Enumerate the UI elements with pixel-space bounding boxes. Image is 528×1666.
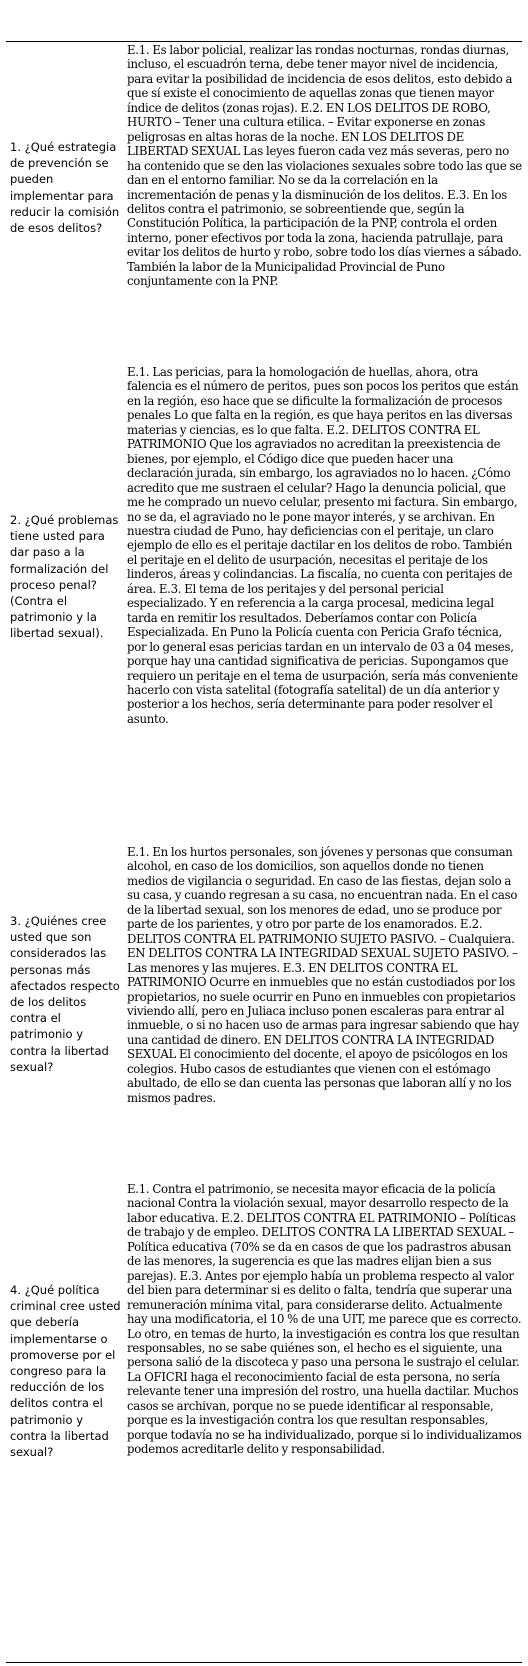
answer-cell: E.1. En los hurtos personales, son jóvenes y personas que consuman alcohol, en caso de los domicilios, son aquellos donde no tienen medios de vigilancia o seguridad. En caso de las fiestas, dejan solo a su casa, y cuando regresan a su casa, no encuentran nada. En el caso de la libertad sexual, son los menores de edad, uno se produce por parte de los parientes, y otro por parte de los enamorados. E.2. DELITOS CONTRA EL PATRIMONIO SUJETO PASIVO. – Cualquiera. EN DELITOS CONTRA LA INTEGRIDAD SEXUAL SUJETO PASIVO. – Las menores y las mujeres. E.3. EN DELITOS CONTRA EL PATRIMONIO Ocurre en inmuebles que no están custodiados por los propietarios, no suele ocurrir en Puno en inmuebles con propietarios viviendo allí, pero en Juliaca incluso ponen escaleras para entrar al inmueble, o si no hacen uso de armas para ingresar sabiendo que hay una cantidad de dinero. EN DELITOS CONTRA LA INTEGRIDAD SEXUAL El conocimiento del docente, el apoyo de psicólogos en los colegios. Hubo casos de estudiantes que vienen con el estómago abultado, de ello se dan cuenta las personas que laboran allí y no los mismos padres. [127, 845, 519, 1105]
question-cell: 2. ¿Qué problemas tiene usted para dar paso a la formalización del proceso penal? (Contra el patrimonio y la libertad sexual). [10, 513, 119, 641]
table-row [6, 365, 522, 843]
table-row [6, 43, 522, 364]
table-bottom-rule [6, 1662, 522, 1663]
table-top-rule [6, 41, 522, 42]
question-cell: 3. ¿Quiénes cree usted que son considerados las personas más afectados respecto de los delitos contra el patrimonio y contra la libertad sexual? [10, 914, 120, 1074]
question-cell: 1. ¿Qué estrategia de prevención se pueden implementar para reducir la comisión de esos delitos? [10, 140, 120, 236]
question-cell: 4. ¿Qué política criminal cree usted que debería implementarse o promoverse por el congreso para la reducción de los delitos contra el patrimonio y contra la libertad sexual? [10, 1283, 121, 1460]
answer-cell: E.1. Contra el patrimonio, se necesita mayor eficacia de la policía nacional Contra la violación sexual, mayor desarrollo respecto de la labor educativa. E.2. DELITOS CONTRA EL PATRIMONIO – Políticas de trabajo y de empleo. DELITOS CONTRA LA LIBERTAD SEXUAL – Política educativa (70% se da en casos de que los padrastros abusan de las menores, la sugerencia es que las madres elijan bien a sus parejas). E.3. Antes por ejemplo había un problema respecto al valor del bien para determinar si es delito o falta, tendría que superar una remuneración mínima vital, para considerarse delito. Actualmente hay una modificatoria, el 10 % de una UIT, me parece que es correcto. Lo otro, en temas de hurto, la investigación es contra los que resultan responsables, no se sabe quiénes son, el hecho es el siguiente, una persona salió de la discoteca y paso una persona le sustrajo el celular. La OFICRI haga el reconocimiento facial de esta persona, no sería relevante tener una impresión del rostro, una huella dactilar. Muchos casos se archivan, porque no se puede identificar al responsable, porque es la investigación contra los que resultan responsables, porque todavía no se ha individualizado, porque si lo individualizamos podemos acreditarle delito y responsabilidad. [127, 1182, 522, 1457]
answer-cell: E.1. Es labor policial, realizar las rondas nocturnas, rondas diurnas, incluso, el escuadrón terna, debe tener mayor nivel de incidencia, para evitar la posibilidad de incidencia de esos delitos, esto debido a que sí existe el conocimiento de aquellas zonas que tienen mayor índice de delitos (zonas rojas). E.2. EN LOS DELITOS DE ROBO, HURTO – Tener una cultura etilica. – Evitar exponerse en zonas peligrosas en altas horas de la noche. EN LOS DELITOS DE LIBERTAD SEXUAL Las leyes fueron cada vez más severas, pero no ha contenido que se den las violaciones sexuales sobre todo las que se dan en el entorno familiar. No se da la correlación en la incrementación de penas y la disminución de los delitos. E.3. En los delitos contra el patrimonio, se sobreentiende que, según la Constitución Política, la participación de la PNP, controla el orden interno, poner efectivos por toda la zona, hacienda patrullaje, para evitar los delitos de hurto y robo, sobre todo los días viernes a sábado. También la labor de la Municipalidad Provincial de Puno conjuntamente con la PNP. [127, 43, 522, 289]
answer-cell: E.1. Las pericias, para la homologación de huellas, ahora, otra falencia es el número de peritos, pues son pocos los peritos que están en la región, eso hace que se dificulte la formalización de procesos penales Lo que falta en la región, es que haya peritos en las diversas materias y ciencias, es lo que falta. E.2. DELITOS CONTRA EL PATRIMONIO Que los agraviados no acreditan la preexistencia de bienes, por ejemplo, el Código dice que pueden hacer una declaración jurada, sin embargo, los agraviados no lo hacen. ¿Cómo acredito que me sustraen el celular? Hago la denuncia policial, que me he comprado un nuevo celular, presento mi factura. Sin embargo, no se da, el agraviado no le pone mayor interés, y se archivan. En nuestra ciudad de Puno, hay deficiencias con el peritaje, un claro ejemplo de ello es el peritaje dactilar en los delitos de robo. También el peritaje en el delito de usurpación, necesitas el peritaje de los linderos, áreas y colindancias. La fiscalía, no cuenta con peritajes de área. E.3. El tema de los peritajes y del personal pericial especializado. Y en referencia a la carga procesal, medicina legal tarda en remitir los resultados. Deberíamos contar con Policía Especializada. En Puno la Policía cuenta con Pericia Grafo técnica, por lo general esas pericias tardan en un intervalo de 03 a 04 meses, porque hay una cantidad significativa de pericias. Supongamos que requiero un peritaje en el tema de usurpación, sería más conveniente hacerlo con vista satelital (fotografía satelital) de un día anterior y posterior a los hechos, sería determinante para poder resolver el asunto. [127, 365, 519, 726]
table-row [6, 845, 522, 1179]
table-row [6, 1182, 522, 1660]
